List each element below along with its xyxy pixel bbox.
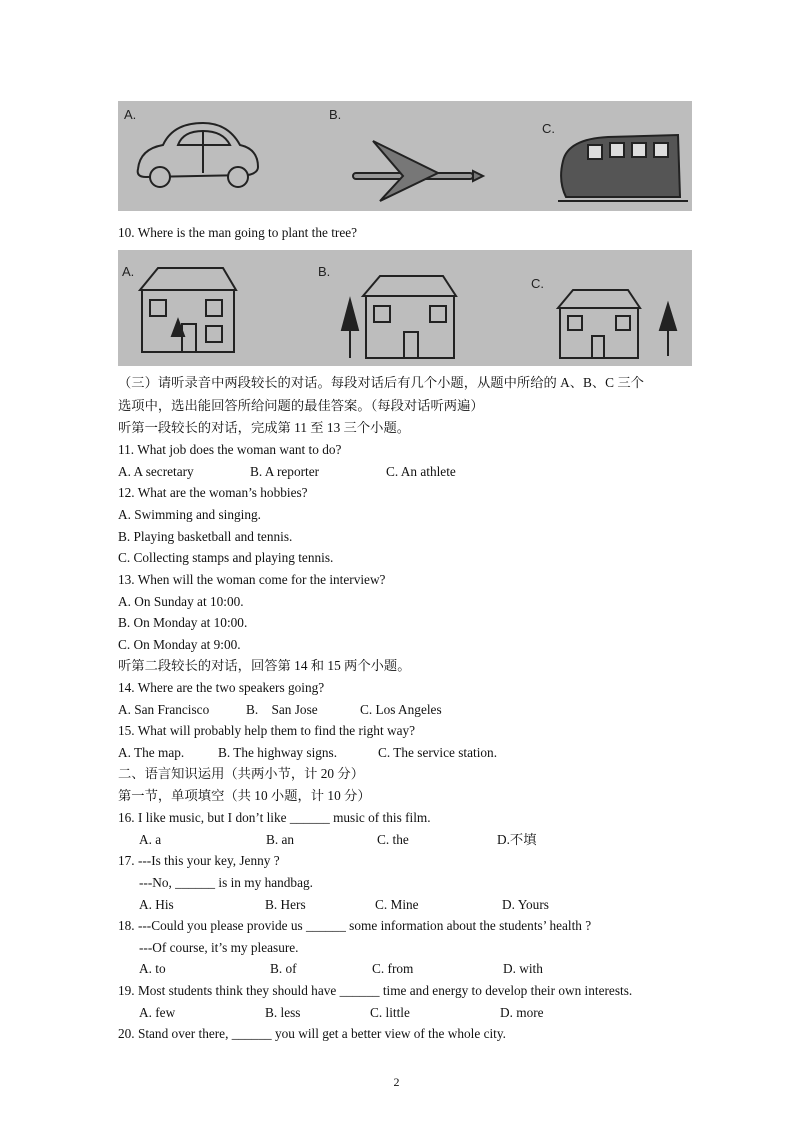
option-a: A. On Sunday at 10:00. [118, 594, 244, 609]
question-14-stem: 14. Where are the two speakers going? [118, 680, 325, 695]
question-18-stem: 18. ---Could you please provide us ______ some information about the students’ health ? [118, 918, 592, 933]
train-icon [558, 135, 688, 201]
page-number: 2 [393, 1075, 400, 1089]
car-icon [138, 123, 258, 187]
option-a: A. San Francisco [118, 702, 210, 717]
option-c: C. The service station. [378, 745, 498, 760]
question-12-stem: 12. What are the woman’s hobbies? [118, 485, 308, 500]
option-c: C. little [370, 1005, 410, 1020]
option-a: A. The map. [118, 745, 185, 760]
image-label-b: B. [329, 107, 342, 122]
option-c: C. from [372, 961, 414, 976]
option-a: A. few [139, 1005, 176, 1020]
option-c: C. Los Angeles [360, 702, 442, 717]
part2-title: 二、语言知识运用（共两小节，计 20 分） [118, 766, 364, 781]
question-17-stem: 17. ---Is this your key, Jenny ? [118, 853, 280, 868]
houses-image-strip [118, 250, 692, 366]
option-a: A. Swimming and singing. [118, 507, 261, 522]
house-a-icon [140, 268, 236, 352]
option-d: D. Yours [502, 897, 549, 912]
option-d: D.不填 [497, 832, 537, 847]
option-c: C. Mine [375, 897, 419, 912]
option-a: A. His [139, 897, 174, 912]
option-b: B. Hers [265, 897, 306, 912]
option-c: C. Collecting stamps and playing tennis. [118, 550, 334, 565]
option-b: B. Playing basketball and tennis. [118, 529, 293, 544]
dialog1-instruction: 听第一段较长的对话，完成第 11 至 13 三个小题。 [118, 420, 411, 435]
option-b: B. less [265, 1005, 301, 1020]
section3-instruction-line2: 选项中，选出能回答所给问题的最佳答案。（每段对话听两遍） [118, 398, 484, 413]
option-d: D. with [503, 961, 543, 976]
question-18-reply: ---Of course, it’s my pleasure. [139, 940, 299, 955]
option-c: C. An athlete [386, 464, 456, 479]
image-label-c: C. [542, 121, 555, 136]
option-a: A. A secretary [118, 464, 194, 479]
image-label-c: C. [531, 276, 544, 291]
option-c: C. the [377, 832, 409, 847]
question-20-stem: 20. Stand over there, ______ you will get a better view of the whole city. [118, 1026, 506, 1041]
question-15-stem: 15. What will probably help them to find the right way? [118, 723, 416, 738]
house-c-icon [558, 290, 676, 358]
option-b: B. A reporter [250, 464, 320, 479]
question-10: 10. Where is the man going to plant the tree? [118, 225, 358, 240]
question-13-stem: 13. When will the woman come for the interview? [118, 572, 386, 587]
option-b: B. On Monday at 10:00. [118, 615, 248, 630]
option-b: B. an [266, 832, 295, 847]
image-label-b: B. [318, 264, 331, 279]
option-a: A. a [139, 832, 162, 847]
image-label-a: A. [124, 107, 137, 122]
question-17-reply: ---No, ______ is in my handbag. [139, 875, 313, 890]
option-b: B. of [270, 961, 297, 976]
house-b-icon [342, 276, 456, 358]
transport-image-strip [118, 101, 692, 211]
question-16-stem: 16. I like music, but I don’t like ______ music of this film. [118, 810, 431, 825]
question-11-stem: 11. What job does the woman want to do? [118, 442, 342, 457]
section3-instruction-line1: （三）请听录音中两段较长的对话。每段对话后有几个小题，从题中所给的 A、B、C 三个 [118, 375, 644, 390]
dialog2-instruction: 听第二段较长的对话，回答第 14 和 15 两个小题。 [118, 658, 411, 673]
option-b: B. The highway signs. [218, 745, 338, 760]
question-19-stem: 19. Most students think they should have ______ time and energy to develop their own interests. [118, 983, 633, 998]
section1-title: 第一节，单项填空（共 10 小题，计 10 分） [118, 788, 371, 803]
option-d: D. more [500, 1005, 544, 1020]
option-c: C. On Monday at 9:00. [118, 637, 241, 652]
option-b: B. San Jose [246, 702, 318, 717]
option-a: A. to [139, 961, 166, 976]
airplane-icon [353, 141, 483, 201]
image-label-a: A. [122, 264, 135, 279]
